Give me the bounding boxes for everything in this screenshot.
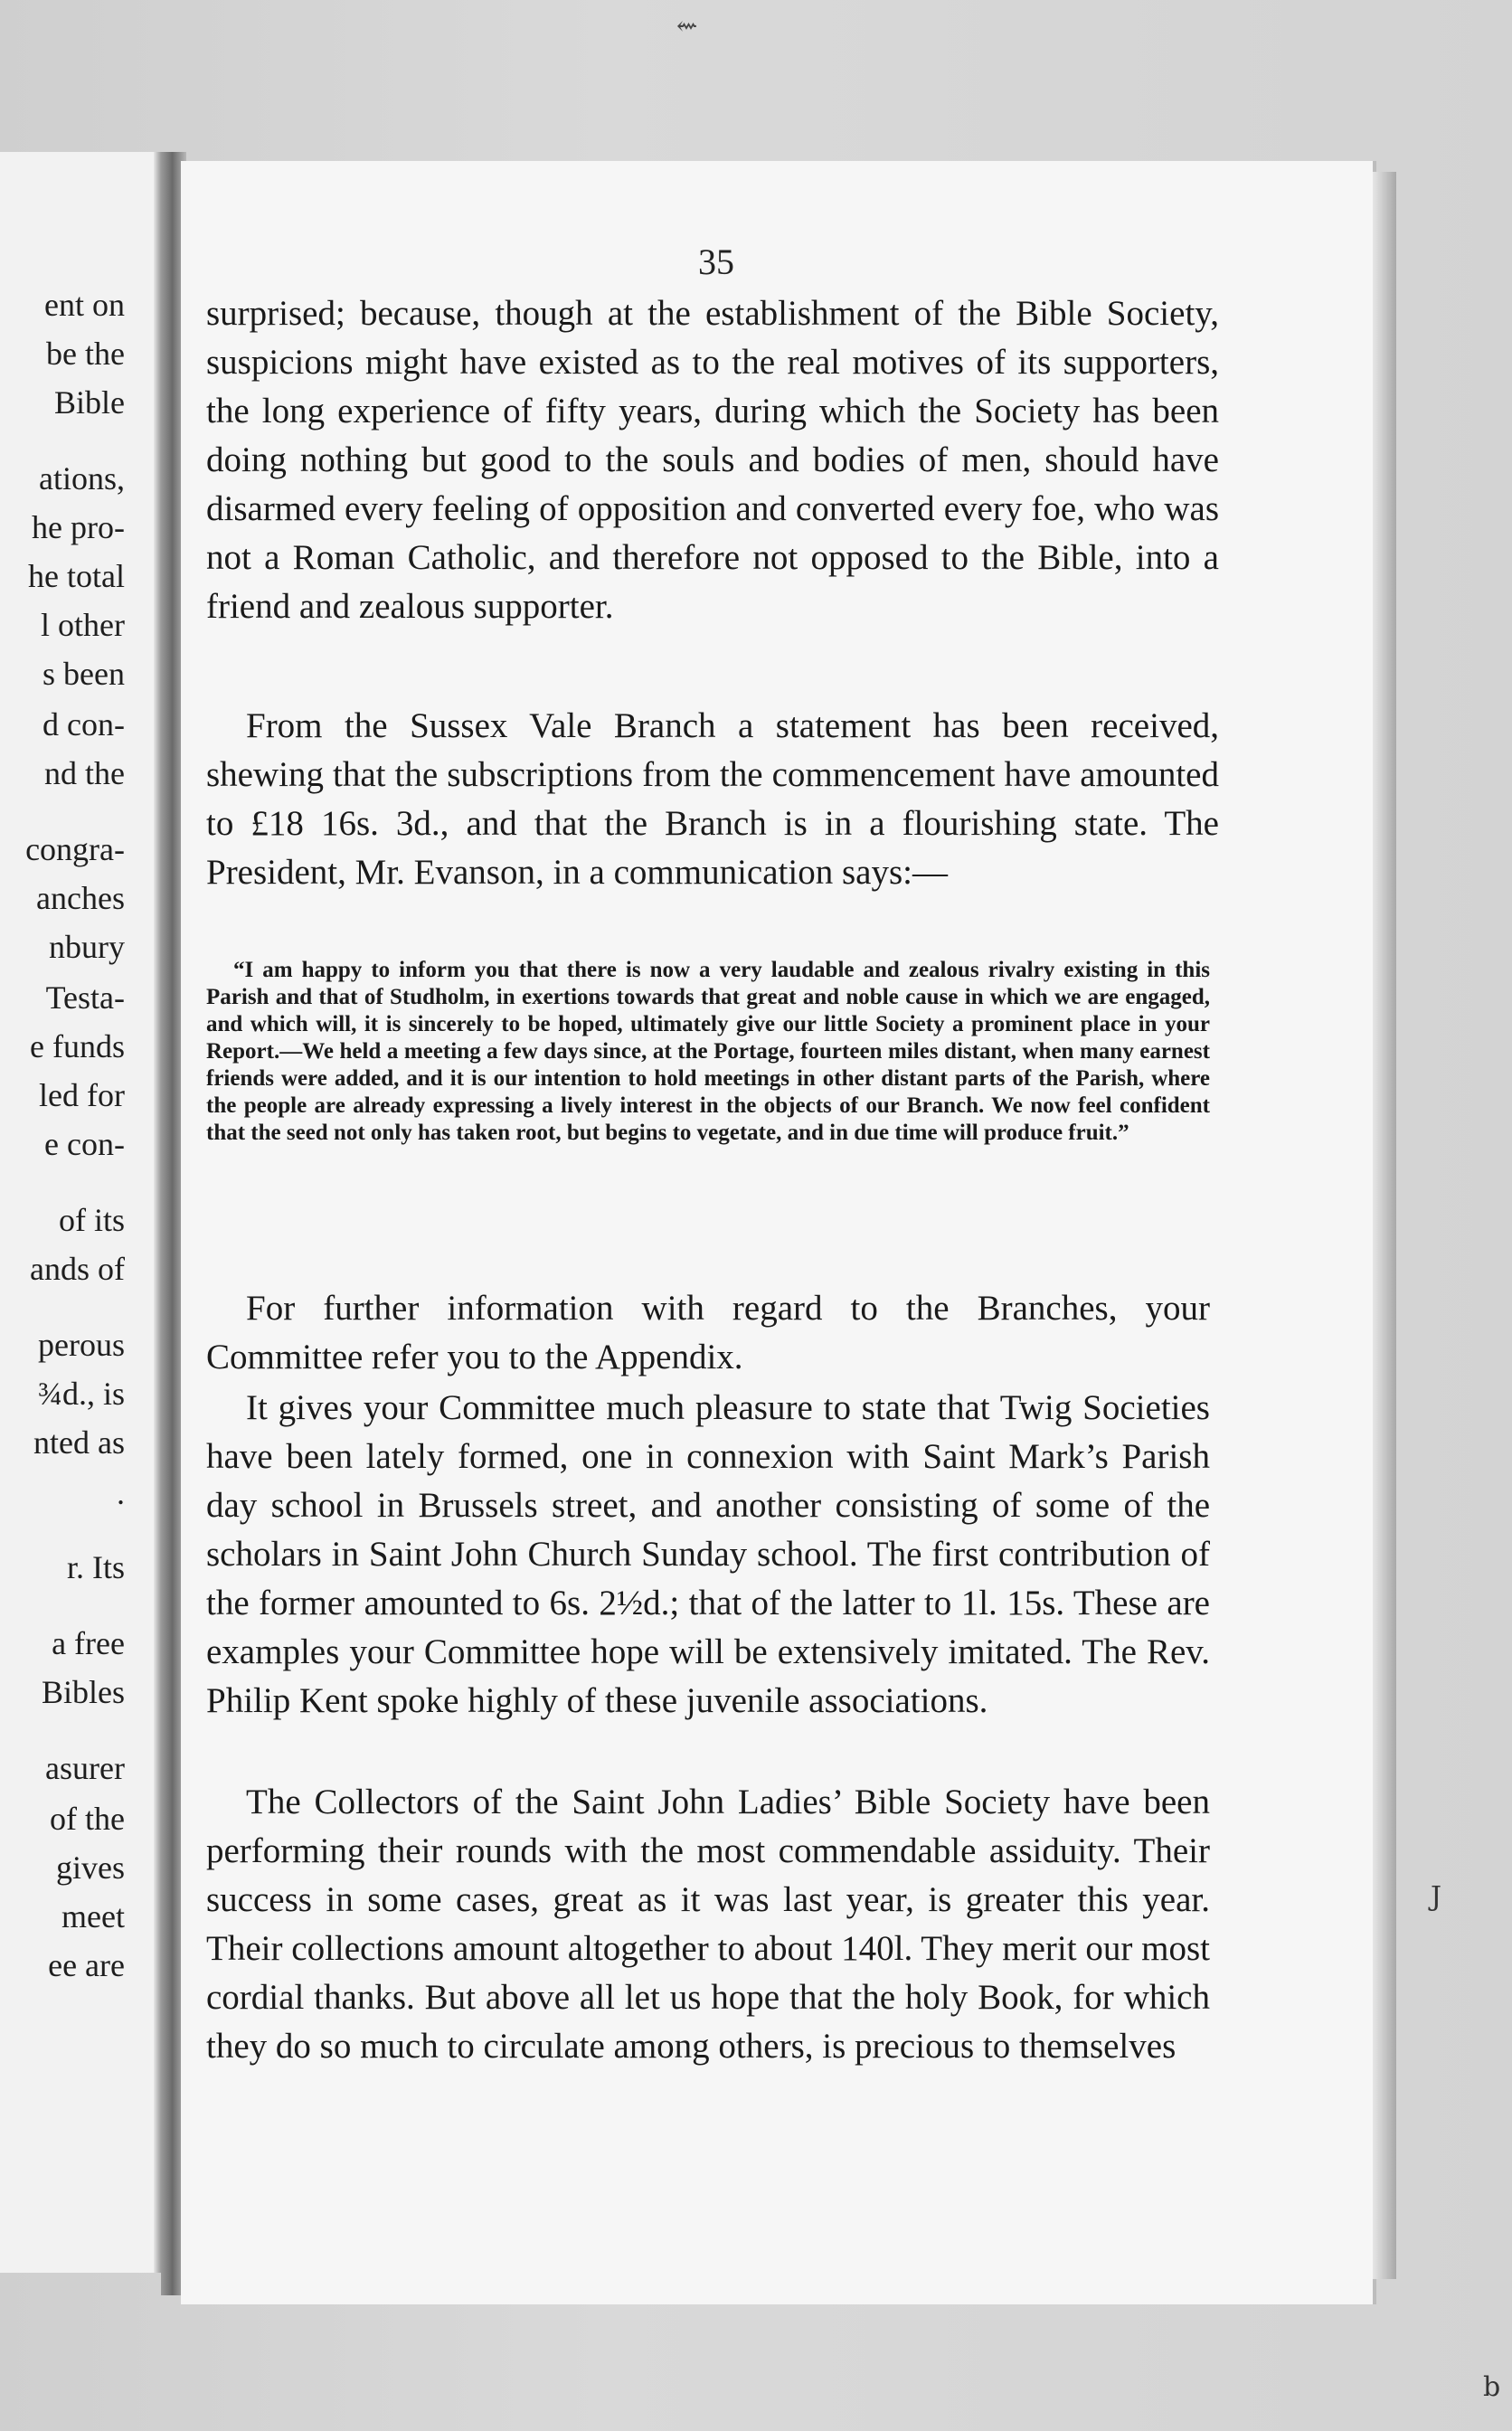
left-page-line: he pro- xyxy=(32,509,125,545)
paragraph-further-information: For further information with regard to the Branches, your Committee refer you to the Appendix. xyxy=(206,1289,1210,1376)
paragraph-sussex-block xyxy=(206,702,1219,897)
paragraph-collectors-block xyxy=(206,1778,1210,2071)
left-page-line: ent on xyxy=(44,287,125,323)
left-page-line: l other xyxy=(41,607,125,643)
left-page-line: led for xyxy=(39,1077,125,1113)
left-page-line: nbury xyxy=(49,929,125,965)
left-page-line: of its xyxy=(58,1202,125,1238)
quotation-block xyxy=(206,957,1210,1147)
paragraph-twig-societies: It gives your Committee much pleasure to state that Twig Societies have been lately formed, one in connexion with Saint Mark’s Parish day school in Brussels street, and another consisting of some of the scholars in Saint John Church Sunday school. The first contribution of the former amounted to 6s. 2½d.; that of the latter to 1l. 15s. These are examples your Committee hope will be extensively imitated. The Rev. Philip Kent spoke highly of these juvenile associations. xyxy=(206,1388,1210,1720)
left-page-line: d con- xyxy=(43,706,125,743)
paragraph-surprised: surprised; because, though at the establishment of the Bible Society, suspicions might have existed as to the real motives of its supporters, the long experience of fifty years, during which the Society has been doing nothing but good to the souls and bodies of men, should have disarmed every feeling of opposition and converted every foe, who was not a Roman Catholic, and therefore not opposed to the Bible, into a friend and zealous supporter. xyxy=(206,294,1219,626)
left-page-line: e con- xyxy=(44,1126,125,1162)
paragraph-twig-block xyxy=(206,1384,1210,1726)
paragraph-opening xyxy=(206,289,1219,631)
paragraph-further-block xyxy=(206,1284,1210,1382)
quotation-evanson: “I am happy to inform you that there is now a very laudable and zealous rivalry existing in this Parish and that of Studholm, in exertions towards that great and noble cause in which we are engaged, and which will, it is sincerely to be hoped, ultimately give our little Society a prominent place in your Report.—We held a meeting a few days since, at the Portage, fourteen miles distant, when many earnest friends were added, and it is our intention to hold meetings in other distant parts of the Parish, where the people are already expressing a lively interest in the objects of our Branch. We now feel confident that the seed not only has taken root, but begins to vegetate, and in due time will produce fruit.” xyxy=(206,958,1210,1145)
left-page-line: anches xyxy=(36,880,125,916)
left-page-line: e funds xyxy=(30,1028,125,1064)
paragraph-sussex-vale: From the Sussex Vale Branch a statement has been received, shewing that the subscriptions from the commencement have amounted to £18 16s. 3d., and that the Branch is in a flourishing state. The President, Mr. Evanson, in a communication says:— xyxy=(206,706,1219,892)
left-page-line: meet xyxy=(61,1898,125,1934)
left-page-line: ands of xyxy=(30,1251,125,1287)
page-edge xyxy=(1373,172,1396,2279)
left-page-line: of the xyxy=(50,1801,125,1837)
left-page-line: r. Its xyxy=(66,1549,125,1585)
left-page-line: ¾d., is xyxy=(37,1376,125,1412)
left-page-line: a free xyxy=(52,1625,125,1661)
left-page-line: ee are xyxy=(48,1947,125,1983)
left-page-line: Bibles xyxy=(41,1674,125,1710)
left-page-line: nd the xyxy=(44,755,125,791)
page-number: 35 xyxy=(698,241,734,282)
left-page-line: congra- xyxy=(25,831,125,867)
margin-mark-right: J xyxy=(1431,1881,1442,1913)
left-page-line: asurer xyxy=(45,1750,125,1786)
left-page-line: Bible xyxy=(54,384,125,421)
left-page-line: Testa- xyxy=(45,979,125,1016)
left-page-fragment xyxy=(0,152,161,2273)
left-page-line: gives xyxy=(56,1849,125,1886)
left-page-line: s been xyxy=(43,656,125,692)
left-page-line: ations, xyxy=(39,460,125,497)
left-page-line: he total xyxy=(28,558,125,594)
paragraph-collectors: The Collectors of the Saint John Ladies’ Bible Society have been performing their rounds with the most commendable assiduity. Their success in some cases, great as it was last year, is greater this year. Their collections amount altogether to about 140l. They merit our most cordial thanks. But above all let us hope that the holy Book, for which they do so much to circulate among others, is precious to themselves xyxy=(206,1783,1210,2066)
left-page-line: be the xyxy=(46,336,125,372)
left-page-line: nted as xyxy=(33,1424,125,1461)
left-page-line: perous xyxy=(38,1327,125,1363)
margin-mark-corner: b xyxy=(1483,2371,1501,2403)
scan-top-mark: ⇜ xyxy=(676,11,698,41)
left-page-line: . xyxy=(117,1475,125,1511)
left-page-fold xyxy=(154,152,161,2273)
